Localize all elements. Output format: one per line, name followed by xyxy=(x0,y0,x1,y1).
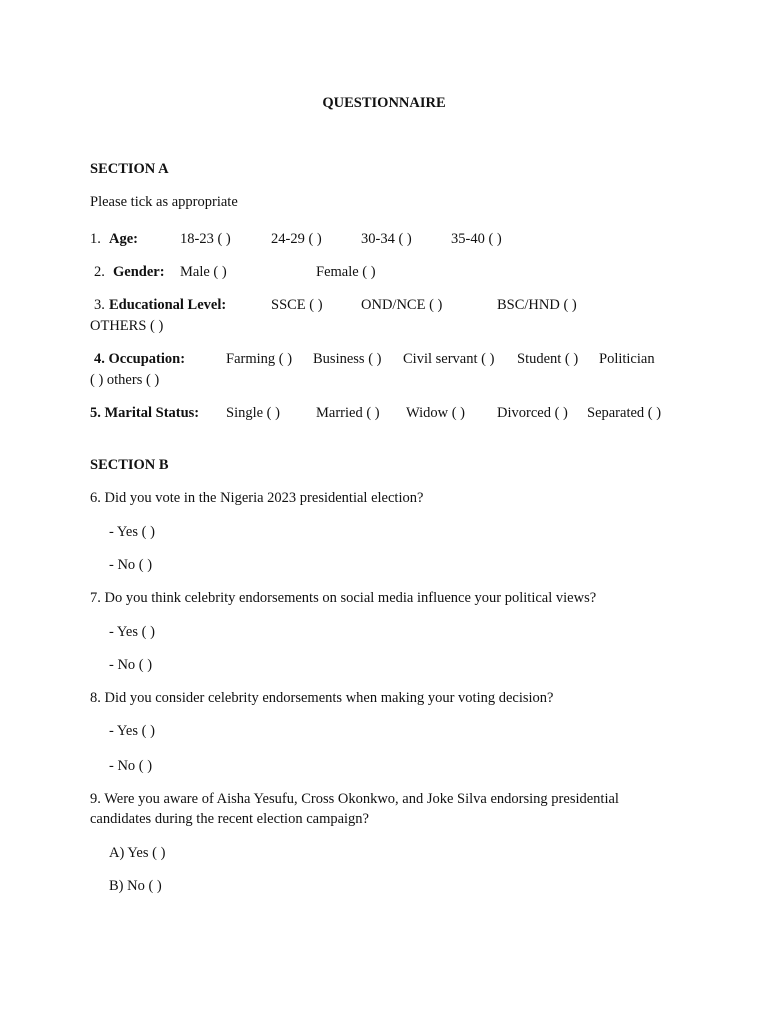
question-text: 8. Did you consider celebrity endorsements when making your voting decision? xyxy=(90,690,554,706)
question-text: 9. Were you aware of Aisha Yesufu, Cross Okonkwo, and Joke Silva endorsing presidential xyxy=(90,791,619,807)
age-option: 30-34 ( ) xyxy=(361,231,412,247)
question-option: - Yes ( ) xyxy=(109,624,155,640)
question-option: B) No ( ) xyxy=(109,878,162,894)
occupation-option: Civil servant ( ) xyxy=(403,351,495,367)
marital-option: Single ( ) xyxy=(226,405,280,421)
marital-option: Separated ( ) xyxy=(587,405,662,421)
question-option: - Yes ( ) xyxy=(109,524,155,540)
marital-option: Divorced ( ) xyxy=(497,405,568,421)
age-option: 24-29 ( ) xyxy=(271,231,322,247)
question-option: - Yes ( ) xyxy=(109,723,155,739)
marital-option: Widow ( ) xyxy=(406,405,466,421)
instruction-text: Please tick as appropriate xyxy=(90,194,238,210)
education-option: OND/NCE ( ) xyxy=(361,297,443,313)
occupation-option-wrap: ( ) others ( ) xyxy=(90,372,160,388)
gender-label: Gender: xyxy=(113,264,165,280)
question-option: - No ( ) xyxy=(109,758,153,774)
question-option: A) Yes ( ) xyxy=(109,845,166,861)
occupation-option: Farming ( ) xyxy=(226,351,293,367)
question-text: 6. Did you vote in the Nigeria 2023 presidential election? xyxy=(90,490,424,506)
education-label: Educational Level: xyxy=(109,297,227,313)
education-number: 3. xyxy=(94,297,105,313)
marital-option: Married ( ) xyxy=(316,405,380,421)
age-label: Age: xyxy=(109,231,138,247)
occupation-option: Politician xyxy=(599,351,655,367)
occupation-option: Business ( ) xyxy=(313,351,382,367)
education-option-others: OTHERS ( ) xyxy=(90,318,164,334)
occupation-option: Student ( ) xyxy=(517,351,579,367)
document-title: QUESTIONNAIRE xyxy=(322,95,446,111)
question-text: 7. Do you think celebrity endorsements on social media influence your political views? xyxy=(90,590,597,606)
section-b-heading: SECTION B xyxy=(90,457,169,473)
age-option: 18-23 ( ) xyxy=(180,231,231,247)
age-number: 1. xyxy=(90,231,101,247)
question-text-continued: candidates during the recent election campaign? xyxy=(90,811,369,827)
gender-option: Male ( ) xyxy=(180,264,227,280)
question-option: - No ( ) xyxy=(109,557,153,573)
gender-option: Female ( ) xyxy=(316,264,376,280)
age-option: 35-40 ( ) xyxy=(451,231,502,247)
occupation-label: 4. Occupation: xyxy=(94,351,186,367)
question-option: - No ( ) xyxy=(109,657,153,673)
gender-number: 2. xyxy=(94,264,105,280)
education-option: SSCE ( ) xyxy=(271,297,323,313)
education-option: BSC/HND ( ) xyxy=(497,297,577,313)
marital-label: 5. Marital Status: xyxy=(90,405,200,421)
section-a-heading: SECTION A xyxy=(90,161,169,177)
